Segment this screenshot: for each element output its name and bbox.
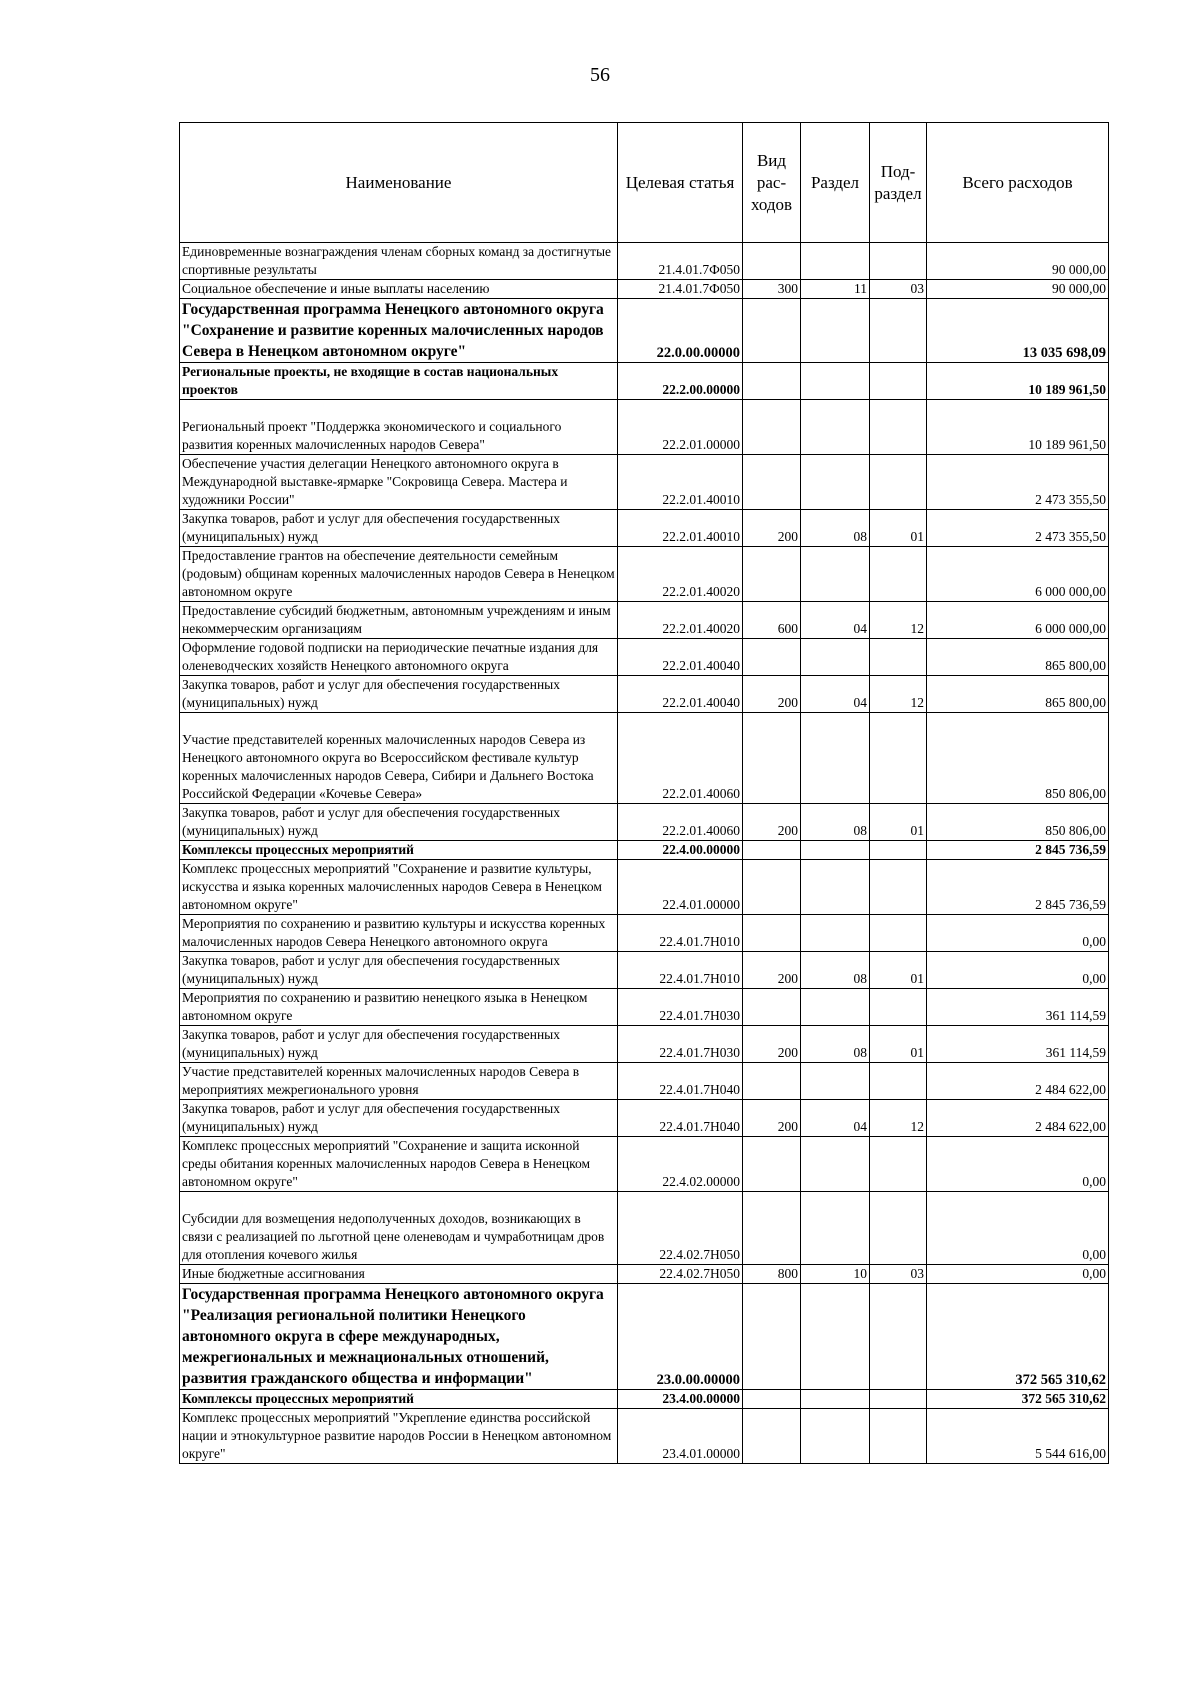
row-section: 08 xyxy=(801,510,870,547)
row-expense-kind xyxy=(743,363,801,400)
row-total: 10 189 961,50 xyxy=(927,400,1109,455)
row-total: 5 544 616,00 xyxy=(927,1409,1109,1464)
row-name: Региональный проект "Поддержка экономического и социального развития коренных малочисленных народов Севера" xyxy=(180,400,618,455)
row-subsection xyxy=(870,1137,927,1192)
row-target-code: 22.4.02.7Н050 xyxy=(618,1192,743,1265)
row-name: Предоставление грантов на обеспечение деятельности семейным (родовым) общинам коренных малочисленных народов Севера в Ненецком автономном округе xyxy=(180,547,618,602)
row-subsection xyxy=(870,841,927,860)
header-section: Раздел xyxy=(801,123,870,243)
row-target-code: 22.2.01.00000 xyxy=(618,400,743,455)
row-name: Участие представителей коренных малочисленных народов Севера в мероприятиях межрегионального уровня xyxy=(180,1063,618,1100)
row-total: 0,00 xyxy=(927,1192,1109,1265)
row-expense-kind xyxy=(743,1137,801,1192)
row-section xyxy=(801,299,870,363)
row-target-code: 22.4.01.7Н030 xyxy=(618,1026,743,1063)
budget-table xyxy=(179,122,1109,1464)
row-total: 13 035 698,09 xyxy=(927,299,1109,363)
row-subsection: 01 xyxy=(870,804,927,841)
row-expense-kind: 200 xyxy=(743,676,801,713)
row-subsection: 03 xyxy=(870,1265,927,1284)
row-section: 08 xyxy=(801,804,870,841)
row-subsection xyxy=(870,713,927,804)
row-target-code: 22.2.01.40010 xyxy=(618,510,743,547)
row-section xyxy=(801,363,870,400)
table-row xyxy=(180,713,1109,804)
table-row xyxy=(180,455,1109,510)
row-target-code: 22.4.01.7Н040 xyxy=(618,1063,743,1100)
table-row xyxy=(180,1390,1109,1409)
table-row xyxy=(180,280,1109,299)
row-expense-kind xyxy=(743,547,801,602)
row-total: 0,00 xyxy=(927,915,1109,952)
row-name: Региональные проекты, не входящие в состав национальных проектов xyxy=(180,363,618,400)
row-subsection xyxy=(870,363,927,400)
table-row xyxy=(180,1063,1109,1100)
row-section xyxy=(801,1063,870,1100)
row-subsection: 01 xyxy=(870,1026,927,1063)
row-name: Социальное обеспечение и иные выплаты населению xyxy=(180,280,618,299)
row-section xyxy=(801,1409,870,1464)
row-expense-kind xyxy=(743,713,801,804)
row-expense-kind xyxy=(743,860,801,915)
row-section xyxy=(801,989,870,1026)
row-name: Единовременные вознаграждения членам сборных команд за достигнутые спортивные результаты xyxy=(180,243,618,280)
table-row xyxy=(180,639,1109,676)
row-name: Обеспечение участия делегации Ненецкого автономного округа в Международной выставке-ярмарке "Сокровища Севера. Мастера и художники России" xyxy=(180,455,618,510)
table-row xyxy=(180,676,1109,713)
row-total: 850 806,00 xyxy=(927,713,1109,804)
row-target-code: 22.2.01.40020 xyxy=(618,547,743,602)
table-row xyxy=(180,915,1109,952)
row-name: Закупка товаров, работ и услуг для обеспечения государственных (муниципальных) нужд xyxy=(180,804,618,841)
table-row xyxy=(180,1100,1109,1137)
header-kind: Вид рас- ходов xyxy=(743,123,801,243)
row-target-code: 22.4.02.7Н050 xyxy=(618,1265,743,1284)
row-section: 04 xyxy=(801,1100,870,1137)
row-section xyxy=(801,713,870,804)
row-section xyxy=(801,1192,870,1265)
row-expense-kind xyxy=(743,915,801,952)
row-section: 04 xyxy=(801,676,870,713)
table-row xyxy=(180,1409,1109,1464)
table-row xyxy=(180,804,1109,841)
row-expense-kind xyxy=(743,989,801,1026)
row-target-code: 22.4.01.7Н010 xyxy=(618,952,743,989)
row-total: 2 484 622,00 xyxy=(927,1100,1109,1137)
row-target-code: 22.4.02.00000 xyxy=(618,1137,743,1192)
row-subsection xyxy=(870,1390,927,1409)
row-name: Оформление годовой подписки на периодические печатные издания для оленеводческих хозяйств Ненецкого автономного округа xyxy=(180,639,618,676)
row-name: Закупка товаров, работ и услуг для обеспечения государственных (муниципальных) нужд xyxy=(180,510,618,547)
row-target-code: 21.4.01.7Ф050 xyxy=(618,243,743,280)
table-row xyxy=(180,299,1109,363)
row-subsection xyxy=(870,1409,927,1464)
row-target-code: 22.4.01.7Н030 xyxy=(618,989,743,1026)
row-subsection xyxy=(870,915,927,952)
row-expense-kind: 200 xyxy=(743,510,801,547)
row-name: Комплекс процессных мероприятий "Сохранение и развитие культуры, искусства и языка коренных малочисленных народов Севера в Ненецком автономном округе" xyxy=(180,860,618,915)
table-row xyxy=(180,547,1109,602)
row-section xyxy=(801,400,870,455)
row-total: 6 000 000,00 xyxy=(927,602,1109,639)
row-total: 2 845 736,59 xyxy=(927,860,1109,915)
row-target-code: 21.4.01.7Ф050 xyxy=(618,280,743,299)
row-name: Участие представителей коренных малочисленных народов Севера из Ненецкого автономного округа во Всероссийском фестивале культур коренных малочисленных народов Севера, Сибири и Дальнего Востока Российской Федерации «Кочевье Севера» xyxy=(180,713,618,804)
row-expense-kind: 200 xyxy=(743,1100,801,1137)
row-total: 90 000,00 xyxy=(927,243,1109,280)
row-expense-kind: 200 xyxy=(743,1026,801,1063)
row-expense-kind xyxy=(743,299,801,363)
row-name: Иные бюджетные ассигнования xyxy=(180,1265,618,1284)
row-section xyxy=(801,1390,870,1409)
row-subsection: 01 xyxy=(870,952,927,989)
row-section xyxy=(801,1284,870,1390)
row-name: Мероприятия по сохранению и развитию ненецкого языка в Ненецком автономном округе xyxy=(180,989,618,1026)
row-expense-kind xyxy=(743,1192,801,1265)
table-row xyxy=(180,363,1109,400)
row-subsection xyxy=(870,1192,927,1265)
table-row xyxy=(180,400,1109,455)
row-target-code: 22.2.00.00000 xyxy=(618,363,743,400)
row-total: 6 000 000,00 xyxy=(927,547,1109,602)
row-total: 2 845 736,59 xyxy=(927,841,1109,860)
table-row xyxy=(180,860,1109,915)
row-section xyxy=(801,639,870,676)
row-target-code: 23.4.01.00000 xyxy=(618,1409,743,1464)
row-target-code: 22.2.01.40040 xyxy=(618,639,743,676)
row-name: Субсидии для возмещения недополученных доходов, возникающих в связи с реализацией по льготной цене оленеводам и чумработницам дров для отопления кочевого жилья xyxy=(180,1192,618,1265)
row-target-code: 22.4.01.7Н010 xyxy=(618,915,743,952)
row-expense-kind: 200 xyxy=(743,952,801,989)
row-target-code: 22.2.01.40060 xyxy=(618,804,743,841)
table-row xyxy=(180,602,1109,639)
row-name: Комплексы процессных мероприятий xyxy=(180,1390,618,1409)
row-target-code: 22.4.01.00000 xyxy=(618,860,743,915)
row-name: Комплексы процессных мероприятий xyxy=(180,841,618,860)
row-name: Государственная программа Ненецкого автономного округа "Реализация региональной политики Ненецкого автономного округа в сфере международных, межрегиональных и межнациональных отношений, развития гражданского общества и информации" xyxy=(180,1284,618,1390)
row-section xyxy=(801,841,870,860)
table-row xyxy=(180,243,1109,280)
row-section: 08 xyxy=(801,1026,870,1063)
row-expense-kind xyxy=(743,455,801,510)
row-subsection xyxy=(870,299,927,363)
row-subsection: 03 xyxy=(870,280,927,299)
row-total: 865 800,00 xyxy=(927,676,1109,713)
row-expense-kind xyxy=(743,841,801,860)
row-subsection: 12 xyxy=(870,676,927,713)
row-total: 10 189 961,50 xyxy=(927,363,1109,400)
row-target-code: 22.2.01.40060 xyxy=(618,713,743,804)
row-section xyxy=(801,455,870,510)
table-row xyxy=(180,989,1109,1026)
row-total: 2 484 622,00 xyxy=(927,1063,1109,1100)
table-row xyxy=(180,841,1109,860)
row-name: Государственная программа Ненецкого автономного округа "Сохранение и развитие коренных малочисленных народов Севера в Ненецком автономном округе" xyxy=(180,299,618,363)
page-number: 56 xyxy=(590,64,610,86)
row-expense-kind xyxy=(743,1409,801,1464)
row-total: 372 565 310,62 xyxy=(927,1390,1109,1409)
row-total: 0,00 xyxy=(927,1137,1109,1192)
table-row xyxy=(180,1192,1109,1265)
row-name: Закупка товаров, работ и услуг для обеспечения государственных (муниципальных) нужд xyxy=(180,1100,618,1137)
row-section: 10 xyxy=(801,1265,870,1284)
header-target: Целевая статья xyxy=(618,123,743,243)
table-row xyxy=(180,510,1109,547)
row-section xyxy=(801,915,870,952)
row-total: 90 000,00 xyxy=(927,280,1109,299)
row-expense-kind xyxy=(743,1284,801,1390)
row-section xyxy=(801,860,870,915)
row-target-code: 22.2.01.40020 xyxy=(618,602,743,639)
table-row xyxy=(180,1265,1109,1284)
row-target-code: 22.0.00.00000 xyxy=(618,299,743,363)
row-subsection xyxy=(870,1063,927,1100)
row-subsection xyxy=(870,547,927,602)
row-subsection xyxy=(870,243,927,280)
row-total: 2 473 355,50 xyxy=(927,455,1109,510)
table-body xyxy=(180,243,1109,1464)
row-total: 372 565 310,62 xyxy=(927,1284,1109,1390)
row-name: Комплекс процессных мероприятий "Сохранение и защита исконной среды обитания коренных малочисленных народов Севера в Ненецком автономном округе" xyxy=(180,1137,618,1192)
table-row xyxy=(180,952,1109,989)
row-total: 850 806,00 xyxy=(927,804,1109,841)
row-section xyxy=(801,547,870,602)
row-subsection: 12 xyxy=(870,1100,927,1137)
row-target-code: 23.0.00.00000 xyxy=(618,1284,743,1390)
row-target-code: 22.2.01.40040 xyxy=(618,676,743,713)
row-total: 0,00 xyxy=(927,1265,1109,1284)
row-subsection xyxy=(870,400,927,455)
row-total: 2 473 355,50 xyxy=(927,510,1109,547)
header-subsection: Под- раздел xyxy=(870,123,927,243)
table-row xyxy=(180,1137,1109,1192)
row-subsection xyxy=(870,1284,927,1390)
row-total: 0,00 xyxy=(927,952,1109,989)
row-subsection xyxy=(870,989,927,1026)
table-header xyxy=(180,123,1109,243)
row-expense-kind xyxy=(743,639,801,676)
row-expense-kind: 800 xyxy=(743,1265,801,1284)
row-subsection: 01 xyxy=(870,510,927,547)
row-total: 361 114,59 xyxy=(927,1026,1109,1063)
row-expense-kind xyxy=(743,1390,801,1409)
row-expense-kind: 600 xyxy=(743,602,801,639)
row-target-code: 22.2.01.40010 xyxy=(618,455,743,510)
row-section xyxy=(801,243,870,280)
row-name: Мероприятия по сохранению и развитию культуры и искусства коренных малочисленных народов Севера Ненецкого автономного округа xyxy=(180,915,618,952)
table-row xyxy=(180,1026,1109,1063)
row-target-code: 22.4.01.7Н040 xyxy=(618,1100,743,1137)
row-expense-kind xyxy=(743,1063,801,1100)
row-target-code: 23.4.00.00000 xyxy=(618,1390,743,1409)
row-name: Комплекс процессных мероприятий "Укрепление единства российской нации и этнокультурное развитие народов России в Ненецком автономном округе" xyxy=(180,1409,618,1464)
row-name: Предоставление субсидий бюджетным, автономным учреждениям и иным некоммерческим организациям xyxy=(180,602,618,639)
row-expense-kind: 300 xyxy=(743,280,801,299)
table-row xyxy=(180,1284,1109,1390)
row-subsection xyxy=(870,455,927,510)
row-total: 361 114,59 xyxy=(927,989,1109,1026)
row-section: 11 xyxy=(801,280,870,299)
row-expense-kind: 200 xyxy=(743,804,801,841)
row-subsection xyxy=(870,860,927,915)
row-total: 865 800,00 xyxy=(927,639,1109,676)
row-section: 04 xyxy=(801,602,870,639)
row-subsection xyxy=(870,639,927,676)
row-subsection: 12 xyxy=(870,602,927,639)
row-target-code: 22.4.00.00000 xyxy=(618,841,743,860)
row-expense-kind xyxy=(743,400,801,455)
row-section: 08 xyxy=(801,952,870,989)
row-expense-kind xyxy=(743,243,801,280)
header-total: Всего расходов xyxy=(927,123,1109,243)
header-name: Наименование xyxy=(180,123,618,243)
row-name: Закупка товаров, работ и услуг для обеспечения государственных (муниципальных) нужд xyxy=(180,952,618,989)
row-name: Закупка товаров, работ и услуг для обеспечения государственных (муниципальных) нужд xyxy=(180,676,618,713)
row-section xyxy=(801,1137,870,1192)
row-name: Закупка товаров, работ и услуг для обеспечения государственных (муниципальных) нужд xyxy=(180,1026,618,1063)
